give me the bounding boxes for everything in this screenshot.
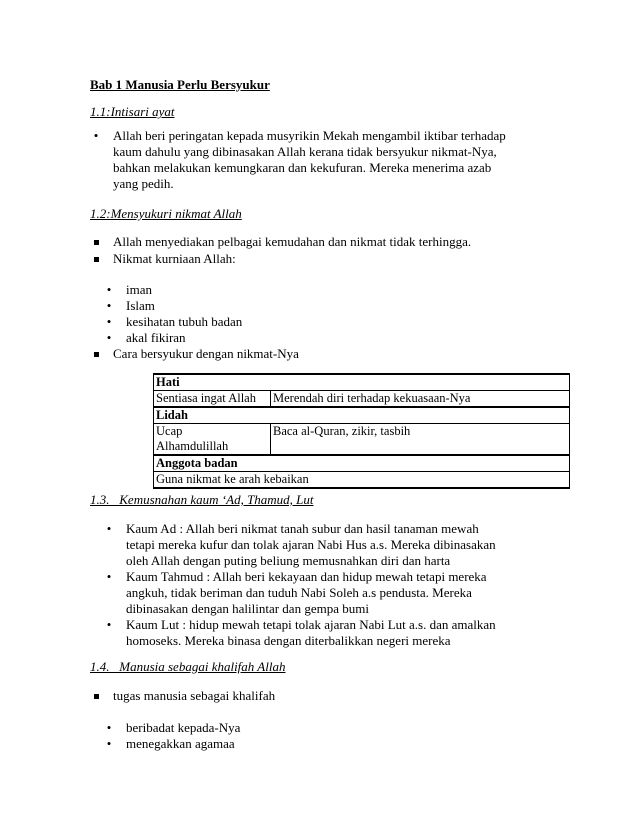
table-cell: Baca al-Quran, zikir, tasbih [271, 424, 570, 456]
item-line: Kaum Tahmud : Allah beri kekayaan dan hidup mewah tetapi mereka [126, 569, 487, 584]
list-item [113, 251, 236, 267]
item-line: tetapi mereka kufur dan tolak ajaran Nabi Hus a.s. Mereka dibinasakan [126, 537, 496, 552]
table-cell: Sentiasa ingat Allah [154, 391, 271, 408]
section-1-3-heading: 1.3. Kemusnahan kaum ‘Ad, Thamud, Lut [90, 492, 314, 507]
bullet-marker: • [93, 128, 99, 143]
list-item [106, 736, 235, 752]
bullet-marker: • [106, 521, 112, 536]
bullet-marker: • [106, 298, 112, 313]
list-item [93, 128, 506, 144]
item-line: yang pedih. [113, 176, 174, 191]
item-text: beribadat kepada-Nya [126, 720, 241, 735]
square-bullet-icon [90, 234, 102, 250]
bullet-marker: • [106, 736, 112, 751]
list-item [113, 234, 471, 250]
list-item [106, 569, 487, 585]
bullet-marker: • [106, 720, 112, 735]
list-item [106, 298, 155, 314]
item-line: bahkan melakukan kemungkaran dan kekufuran. Mereka menerima azab [113, 160, 492, 175]
item-text: iman [126, 282, 152, 297]
cell-line: Alhamdulillah [156, 439, 229, 453]
square-bullet-icon [90, 251, 102, 267]
section-1-1-heading: 1.1:Intisari ayat [90, 104, 175, 119]
bullet-marker: • [106, 314, 112, 329]
bullet-marker: • [106, 282, 112, 297]
list-item [106, 617, 496, 633]
item-text: Nikmat kurniaan Allah: [113, 251, 236, 266]
square-bullet-icon [90, 688, 102, 704]
document-title: Bab 1 Manusia Perlu Bersyukur [90, 77, 270, 92]
item-text: menegakkan agamaa [126, 736, 235, 751]
table-header-lidah: Lidah [154, 407, 570, 424]
square-bullet-icon [90, 346, 102, 362]
item-line: kaum dahulu yang dibinasakan Allah kerana tidak bersyukur nikmat-Nya, [113, 144, 497, 159]
section-1-4-heading: 1.4. Manusia sebagai khalifah Allah [90, 659, 286, 674]
table-cell: Guna nikmat ke arah kebaikan [154, 472, 570, 489]
item-text: Islam [126, 298, 155, 313]
item-line: dibinasakan dengan halilintar dan gempa bumi [126, 601, 369, 616]
table-cell [154, 424, 271, 456]
item-line: Allah beri peringatan kepada musyrikin Mekah mengambil iktibar terhadap [113, 128, 506, 143]
item-line: angkuh, tidak beriman dan tuduh Nabi Soleh a.s pendusta. Mereka [126, 585, 472, 600]
list-item [106, 521, 479, 537]
bersyukur-table [153, 373, 570, 489]
table-header-anggota: Anggota badan [154, 455, 570, 472]
item-line: homoseks. Mereka binasa dengan diterbalikkan negeri mereka [126, 633, 451, 648]
cell-line: Ucap [156, 424, 183, 438]
bullet-marker: • [106, 330, 112, 345]
list-item [106, 330, 186, 346]
item-text: tugas manusia sebagai khalifah [113, 688, 276, 703]
list-item [106, 282, 152, 298]
table-cell: Merendah diri terhadap kekuasaan-Nya [271, 391, 570, 408]
item-text: Cara bersyukur dengan nikmat-Nya [113, 346, 299, 361]
list-item [106, 720, 241, 736]
item-text: Allah menyediakan pelbagai kemudahan dan nikmat tidak terhingga. [113, 234, 472, 249]
item-text: kesihatan tubuh badan [126, 314, 243, 329]
bullet-marker: • [106, 617, 112, 632]
item-text: akal fikiran [126, 330, 186, 345]
item-line: Kaum Ad : Allah beri nikmat tanah subur dan hasil tanaman mewah [126, 521, 479, 536]
section-1-2-heading: 1.2:Mensyukuri nikmat Allah [90, 206, 242, 221]
list-item [106, 314, 243, 330]
table-header-hati: Hati [154, 374, 570, 391]
bullet-marker: • [106, 569, 112, 584]
item-line: Kaum Lut : hidup mewah tetapi tolak ajaran Nabi Lut a.s. dan amalkan [126, 617, 496, 632]
list-item [113, 688, 275, 704]
list-item [113, 346, 299, 362]
item-line: oleh Allah dengan puting beliung memusnahkan diri dan harta [126, 553, 451, 568]
